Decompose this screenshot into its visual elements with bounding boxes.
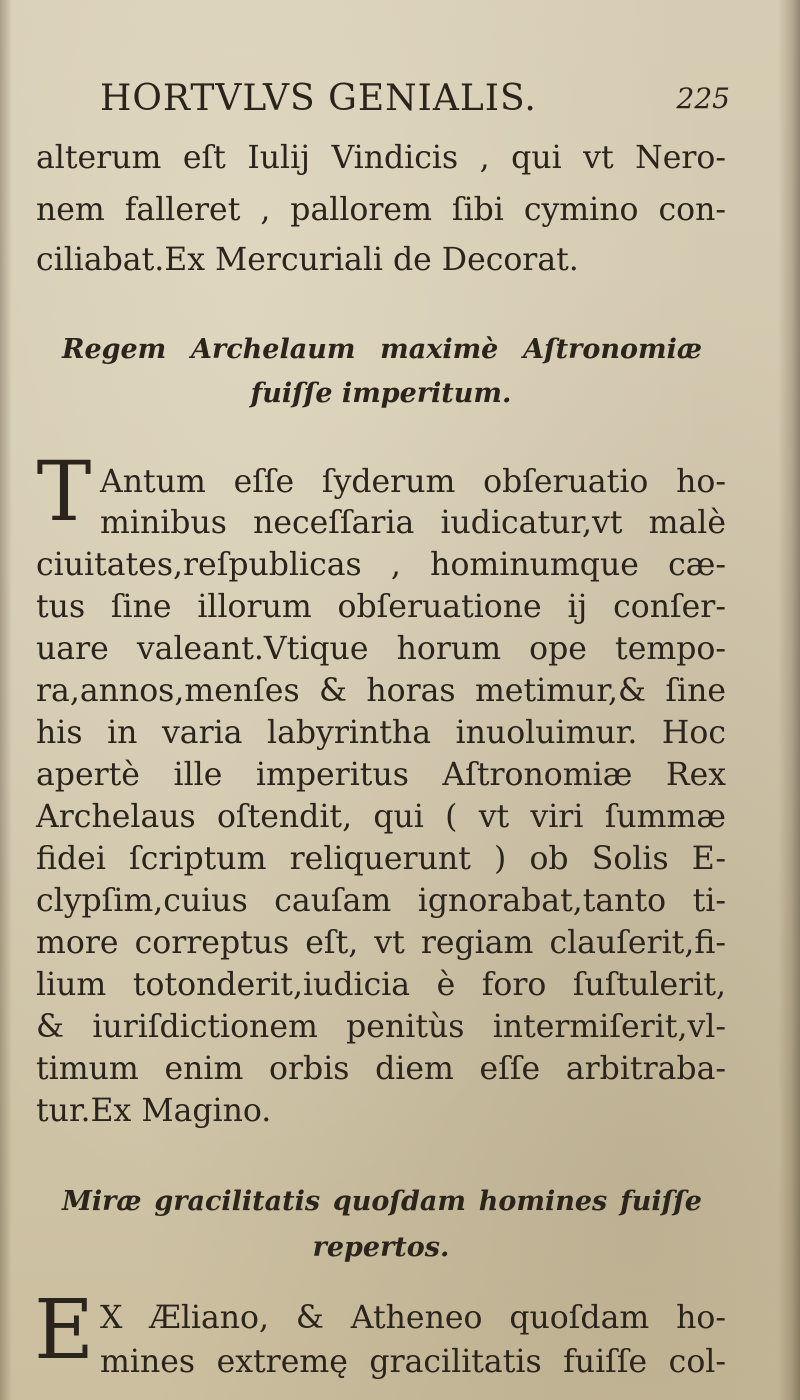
text-line: more correptus eſt, vt regiam clauſerit,fi-: [36, 925, 726, 961]
page-left-shadow: [0, 0, 12, 1400]
text-line: apertè ille imperitus Aſtronomiæ Rex: [36, 757, 726, 793]
text-line: tus ſine illorum obſeruatione ij conſer-: [36, 589, 726, 625]
section-heading: Miræ gracilitatis quoſdam homines fuiſſe: [62, 1186, 702, 1217]
text-line: Antum eſſe ſyderum obſeruatio ho-: [100, 464, 726, 500]
running-title: HORTVLVS GENIALIS.: [100, 78, 537, 119]
section-heading: repertos.: [312, 1232, 450, 1263]
text-line: alterum eſt Iulij Vindicis , qui vt Nero-: [36, 140, 726, 176]
text-line: ciliabat.Ex Mercuriali de Decorat.: [36, 242, 579, 278]
text-line: & iuriſdictionem penitùs intermiſerit,vl-: [36, 1009, 726, 1045]
text-line: nem falleret , pallorem ſibi cymino con-: [36, 192, 726, 228]
text-line: his in varia labyrintha inuoluimur. Hoc: [36, 715, 726, 751]
text-line: X Æliano, & Atheneo quoſdam ho-: [100, 1300, 726, 1336]
text-line: fidei ſcriptum reliquerunt ) ob Solis E-: [36, 841, 726, 877]
text-line: lium totonderit,iudicia è foro ſuſtulerit,: [36, 967, 726, 1003]
drop-cap: T: [36, 445, 92, 540]
text-line: minibus neceſſaria iudicatur,vt malè: [100, 505, 726, 541]
text-line: Archelaus oſtendit, qui ( vt viri ſummæ: [36, 799, 726, 835]
running-head: [100, 78, 730, 128]
section-heading: Regem Archelaum maximè Aſtronomiæ: [62, 334, 702, 365]
text-line: tur.Ex Magino.: [36, 1093, 272, 1129]
text-line: ciuitates,reſpublicas , hominumque cæ-: [36, 547, 726, 583]
page-number: 225: [676, 82, 730, 115]
text-line: mines extremę gracilitatis fuiſſe col-: [100, 1344, 726, 1380]
drop-cap: E: [34, 1283, 94, 1378]
text-line: uare valeant.Vtique horum ope tempo-: [36, 631, 726, 667]
page-right-shadow: [778, 0, 800, 1400]
section-heading: fuiſſe imperitum.: [250, 378, 512, 409]
text-line: clypſim,cuius cauſam ignorabat,tanto ti-: [36, 883, 726, 919]
text-line: ra,annos,menſes & horas metimur,& ſine: [36, 673, 726, 709]
text-line: timum enim orbis diem eſſe arbitraba-: [36, 1051, 726, 1087]
